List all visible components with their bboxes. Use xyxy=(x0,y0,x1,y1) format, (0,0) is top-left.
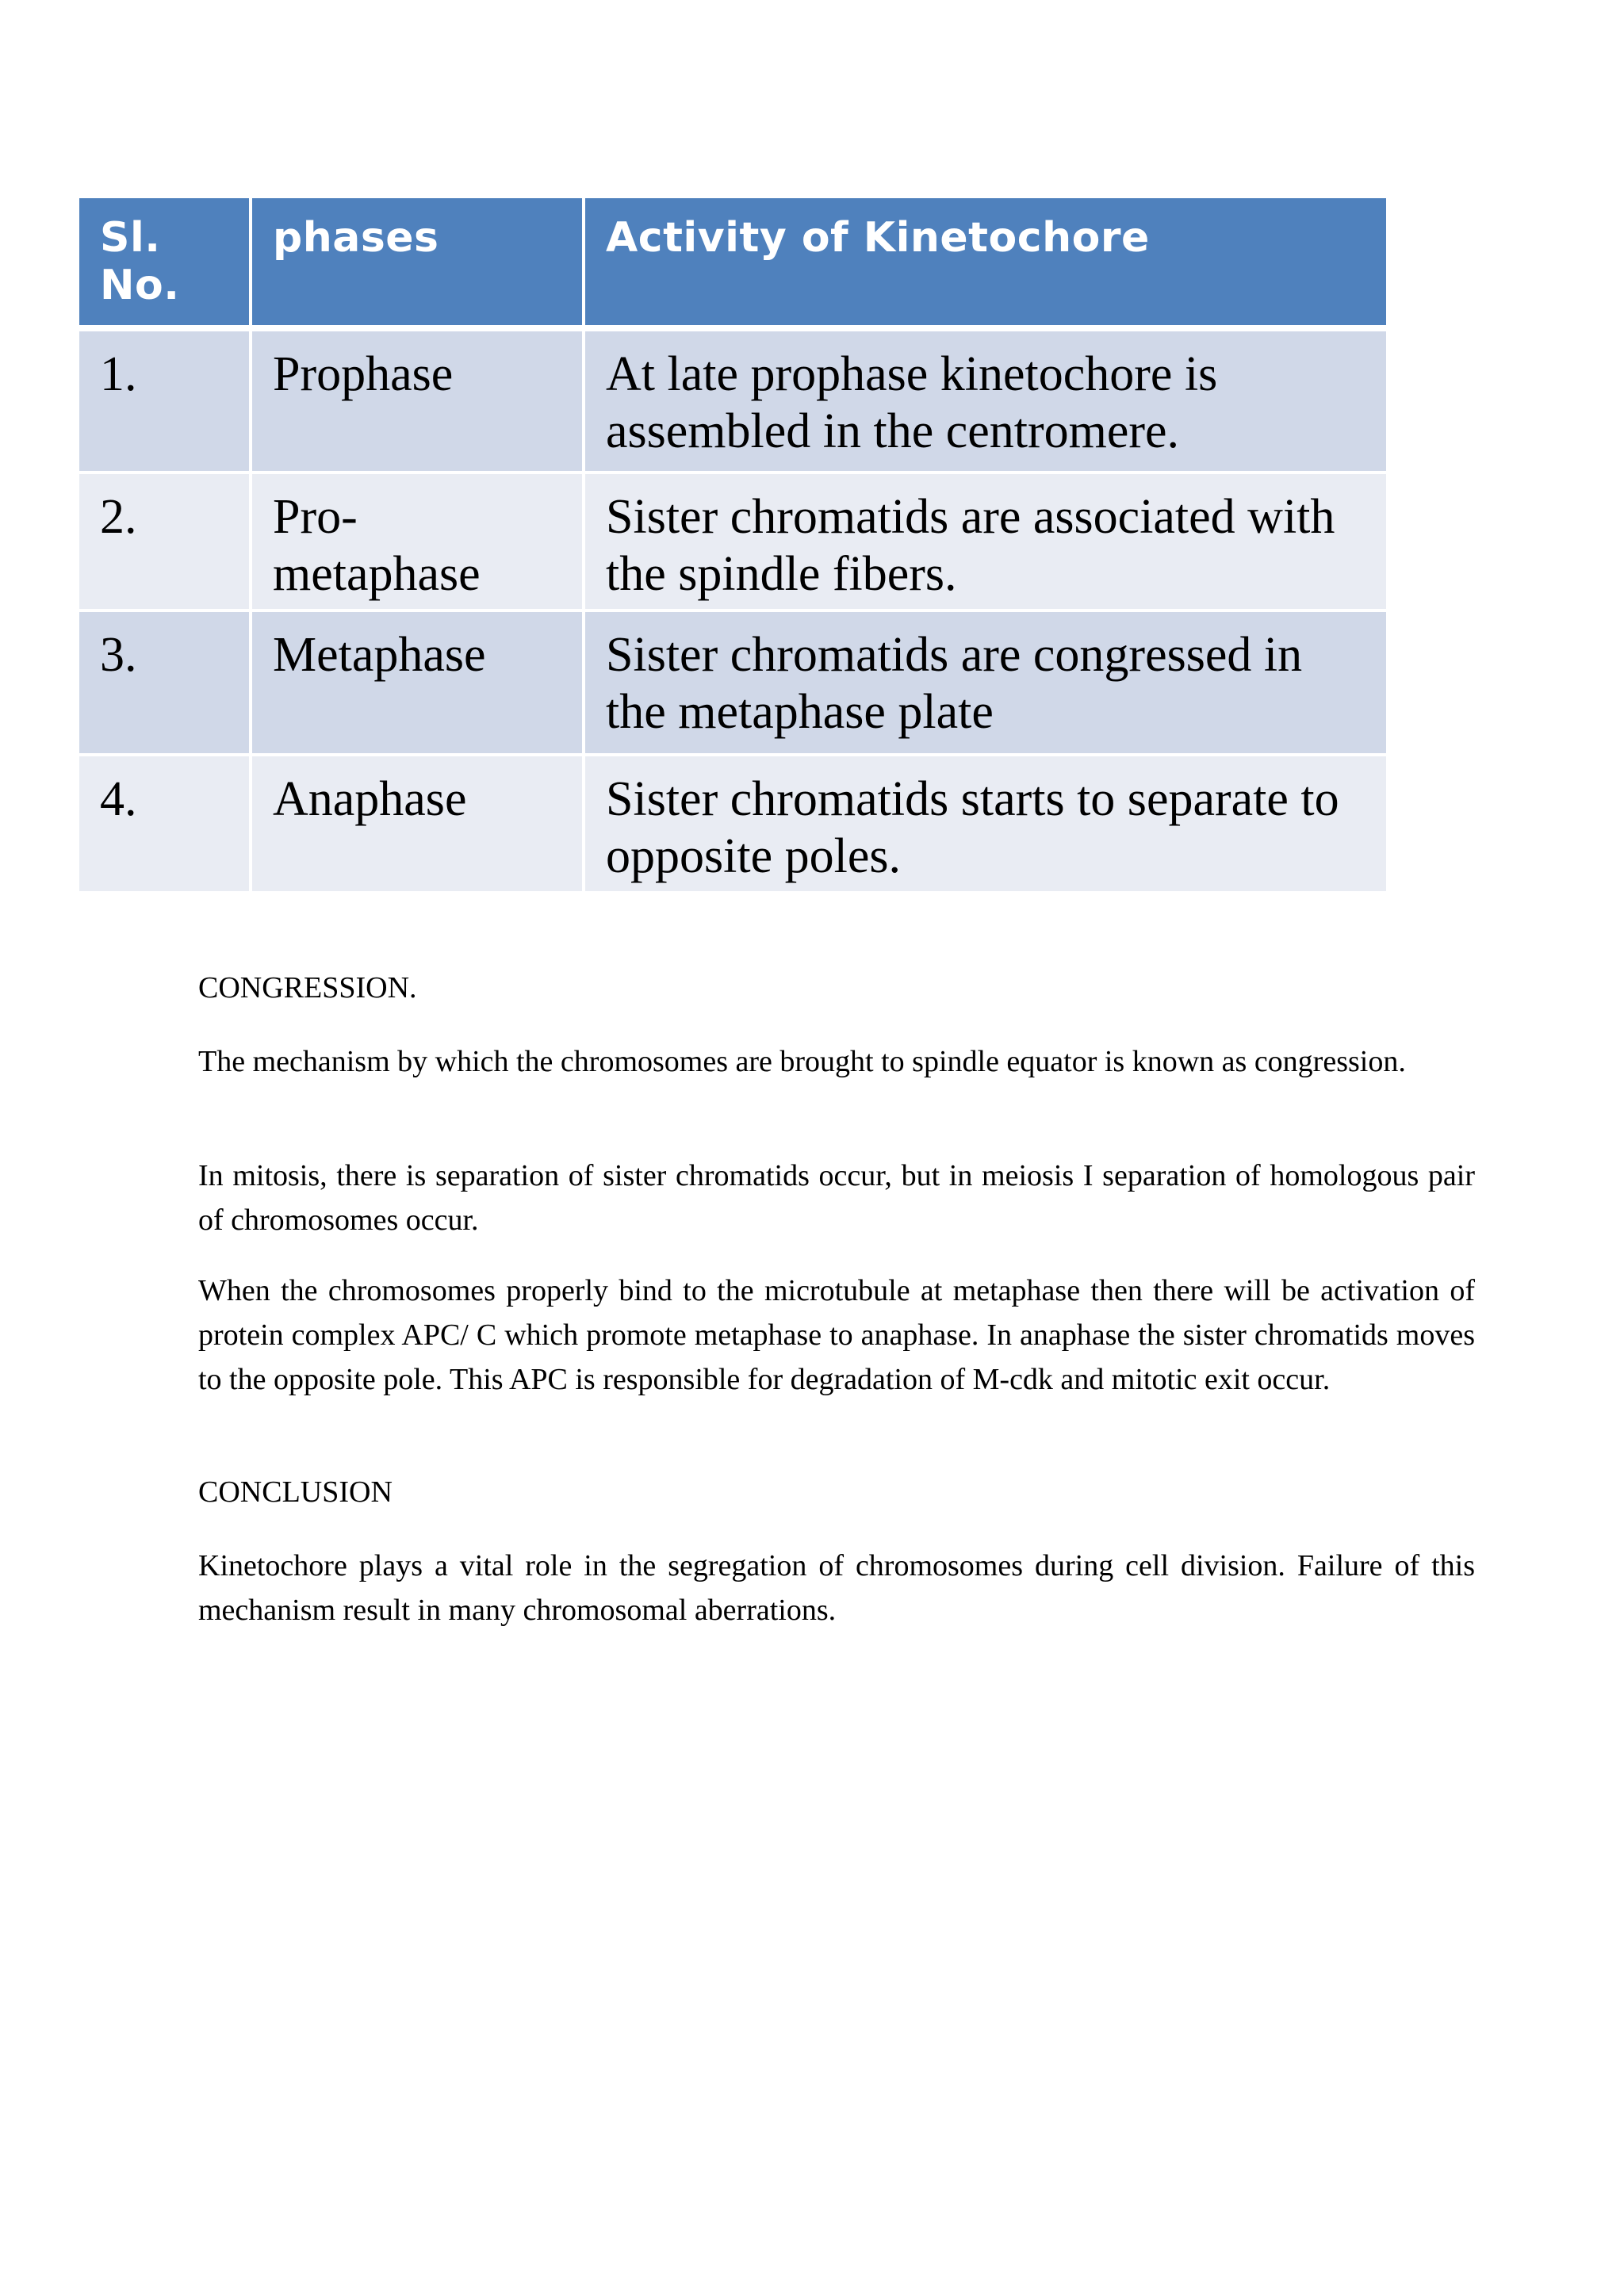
header-activity: Activity of Kinetochore xyxy=(585,198,1386,331)
header-serial-number: Sl. No. xyxy=(79,198,252,331)
row2-number: 2. xyxy=(79,474,252,612)
row3-phase: Metaphase xyxy=(252,612,585,756)
conclusion-paragraph: Kinetochore plays a vital role in the segregation of chromosomes during cell division. Failure of this mechanism result in many chromosomal aberrations. xyxy=(198,1549,1475,1627)
row4-activity: Sister chromatids starts to separate to opposite poles. xyxy=(585,756,1386,894)
row1-number: 1. xyxy=(79,331,252,474)
row2-activity: Sister chromatids are associated with the spindle fibers. xyxy=(585,474,1386,612)
apc-paragraph: When the chromosomes properly bind to the microtubule at metaphase then there will be activation of protein complex APC/ C which promote metaphase to anaphase. In anaphase the sister chromatids moves to the opposite pole. This APC is responsible for degradation of M-cdk and mitotic exit occur. xyxy=(198,1274,1475,1396)
row1-activity: At late prophase kinetochore is assembled in the centromere. xyxy=(585,331,1386,474)
conclusion-heading: CONCLUSION xyxy=(198,1475,393,1509)
row4-number: 4. xyxy=(79,756,252,894)
row4-phase: Anaphase xyxy=(252,756,585,894)
congression-paragraph: The mechanism by which the chromosomes are brought to spindle equator is known as congression. xyxy=(198,1045,1406,1078)
row1-phase: Prophase xyxy=(252,331,585,474)
row3-number: 3. xyxy=(79,612,252,756)
header-phases: phases xyxy=(252,198,585,331)
row3-activity: Sister chromatids are congressed in the metaphase plate xyxy=(585,612,1386,756)
row2-phase: Pro-metaphase xyxy=(252,474,585,612)
mitosis-meiosis-paragraph: In mitosis, there is separation of sister chromatids occur, but in meiosis I separation of homologous pair of chromosomes occur. xyxy=(198,1159,1475,1237)
congression-heading: CONGRESSION. xyxy=(198,971,417,1004)
kinetochore-activity-table xyxy=(79,198,1386,894)
